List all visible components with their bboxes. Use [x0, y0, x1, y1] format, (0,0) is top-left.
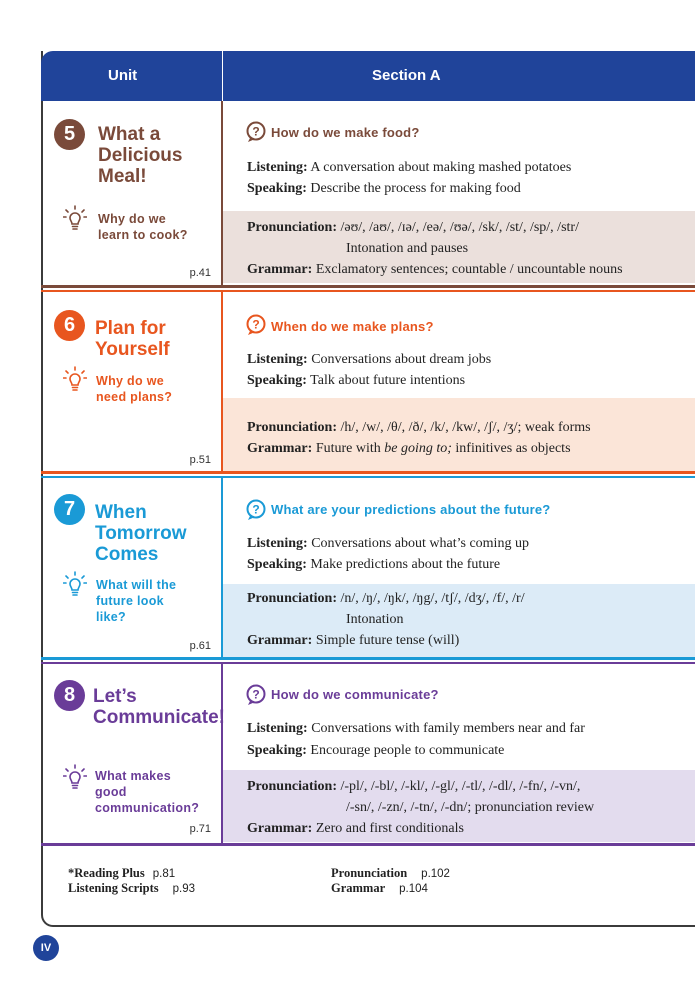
unit-6-pronunciation: Pronunciation: /h/, /w/, /θ/, /ð/, /k/, /kw/, /ʃ/, /ʒ/; weak forms — [247, 420, 591, 435]
unit-5-bottom-rule — [41, 285, 695, 288]
unit-8-big-question: What makes good communication? — [95, 769, 200, 815]
grammar-ref: Grammar p.104 — [331, 881, 428, 895]
unit-5-speaking: Speaking: Describe the process for making food — [247, 181, 521, 196]
unit-6-bottom-rule — [41, 471, 695, 474]
lightbulb-icon — [63, 205, 87, 231]
unit-5-pronunciation: Pronunciation: /əʊ/, /aʊ/, /ɪə/, /eə/, /ʊə/, /sk/, /st/, /sp/, /str/ — [247, 220, 579, 235]
unit-6-page: p.51 — [189, 454, 211, 466]
unit-5-listening: Listening: A conversation about making mashed potatoes — [247, 160, 572, 175]
unit-7-listening: Listening: Conversations about what’s coming up — [247, 536, 529, 551]
unit-8-cell — [43, 664, 225, 843]
unit-5-grammar: Grammar: Exclamatory sentences; countable / uncountable nouns — [247, 262, 623, 277]
svg-text:?: ? — [252, 687, 260, 702]
question-bubble-icon — [245, 314, 267, 336]
unit-6-section-question: When do we make plans? — [271, 319, 434, 334]
unit-6-section — [223, 292, 695, 472]
unit-7-big-question: What will the future look like? — [96, 578, 177, 624]
unit-8-pronunciation: Pronunciation: /-pl/, /-bl/, /-kl/, /-gl/, /-tl/, /-dl/, /-fn/, /-vn/, — [247, 779, 581, 794]
unit-7-section-question: What are your predictions about the future? — [271, 502, 551, 517]
header-divider — [222, 51, 223, 101]
unit-7-pronunciation: Pronunciation: /n/, /ŋ/, /ŋk/, /ŋg/, /tʃ/, /dʒ/, /f/, /r/ — [247, 591, 525, 606]
unit-6-grammar: Grammar: Future with be going to; infinitives as objects — [247, 441, 571, 456]
lightbulb-icon — [63, 764, 87, 790]
reading-plus-ref: *Reading Plus p.81 — [68, 866, 176, 880]
unit-5-section-question: How do we make food? — [271, 125, 420, 140]
unit-8-bottom-rule — [41, 843, 695, 846]
unit-6-listening: Listening: Conversations about dream jobs — [247, 352, 492, 367]
unit-8-speaking: Speaking: Encourage people to communicate — [247, 743, 505, 758]
lightbulb-icon — [63, 571, 87, 597]
unit-column-header: Unit — [108, 67, 138, 84]
table-header — [41, 51, 695, 101]
unit-8-grammar: Grammar: Zero and first conditionals — [247, 821, 464, 836]
svg-text:?: ? — [252, 317, 260, 332]
lightbulb-icon — [63, 366, 87, 392]
question-bubble-icon — [245, 499, 267, 521]
unit-8-section — [223, 664, 695, 843]
unit-8-number: 8 — [54, 680, 85, 711]
unit-7-speaking: Speaking: Make predictions about the future — [247, 557, 501, 572]
unit-5-cell — [43, 101, 221, 285]
unit-8-page: p.71 — [189, 823, 211, 835]
unit-8-listening: Listening: Conversations with family members near and far — [247, 721, 585, 736]
unit-7-bottom-rule — [41, 657, 695, 660]
unit-7-section — [223, 478, 695, 658]
page-number-badge: IV — [33, 935, 59, 961]
listening-scripts-ref: Listening Scripts p.93 — [68, 881, 196, 895]
question-bubble-icon — [245, 121, 267, 143]
unit-6-speaking: Speaking: Talk about future intentions — [247, 373, 466, 388]
unit-5-big-question: Why do we learn to cook? — [98, 212, 188, 242]
svg-text:?: ? — [252, 502, 260, 517]
svg-text:?: ? — [252, 124, 260, 139]
unit-7-title: When Tomorrow Comes — [95, 502, 187, 565]
unit-7-number: 7 — [54, 494, 85, 525]
unit-8-title: Let’s Communicate! — [93, 686, 225, 728]
unit-8-section-question: How do we communicate? — [271, 687, 439, 702]
question-bubble-icon — [245, 684, 267, 706]
unit-7-pronunciation-2: Intonation — [346, 612, 404, 627]
pronunciation-ref: Pronunciation p.102 — [331, 866, 450, 880]
section-column-header: Section A — [372, 67, 441, 84]
unit-7-page: p.61 — [189, 640, 211, 652]
unit-5-page: p.41 — [189, 267, 211, 279]
unit-7-grammar: Grammar: Simple future tense (will) — [247, 633, 460, 648]
unit-5-section — [223, 101, 695, 285]
unit-8-pronunciation-2: /-sn/, /-zn/, /-tn/, /-dn/; pronunciation review — [346, 800, 595, 815]
unit-6-number: 6 — [54, 310, 85, 341]
unit-7-cell — [43, 478, 221, 658]
unit-6-cell — [43, 292, 221, 472]
unit-5-pronunciation-2: Intonation and pauses — [346, 241, 469, 256]
unit-6-big-question: Why do we need plans? — [96, 374, 173, 404]
unit-5-title: What a Delicious Meal! — [98, 124, 183, 187]
unit-6-title: Plan for Yourself — [95, 318, 170, 360]
unit-5-number: 5 — [54, 119, 85, 150]
